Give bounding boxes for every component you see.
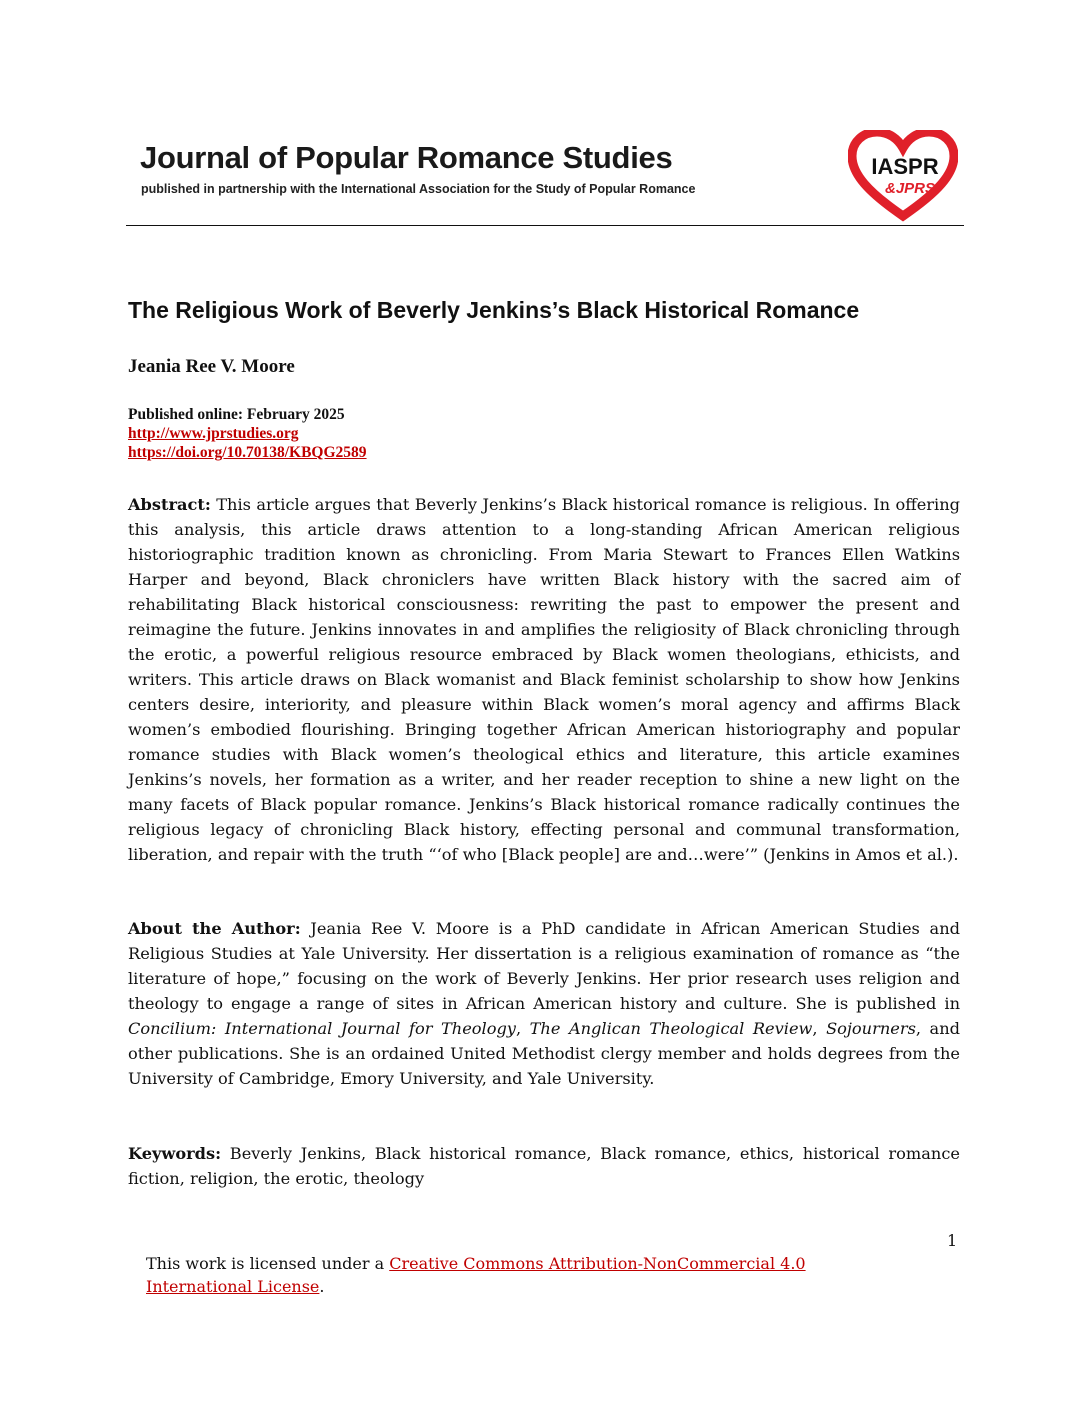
abstract-label: Abstract: [128, 495, 211, 514]
license-link[interactable]: Creative Commons Attribution-NonCommercial 4.0 International License [146, 1254, 806, 1296]
about-author-text-2: , and other publications. She is an ordained United Methodist clergy member and holds degrees from the University of Cambridge, Emory University, and Yale University. [128, 1019, 960, 1088]
published-date: Published online: February 2025 [128, 406, 345, 423]
publication-concilium: Concilium: International Journal for Theology [128, 1019, 516, 1038]
license-prefix: This work is licensed under a [146, 1254, 390, 1273]
page-number: 1 [947, 1231, 958, 1250]
license-notice [146, 1252, 846, 1298]
article-author: Jeania Ree V. Moore [128, 356, 295, 377]
publication-info [128, 405, 367, 462]
logo-text-jprs: &JPRS [884, 180, 936, 197]
logo-text-iaspr: IASPR [871, 154, 939, 179]
about-author-paragraph [128, 916, 960, 1091]
journal-title: Journal of Popular Romance Studies [140, 140, 673, 175]
abstract-paragraph [128, 492, 960, 867]
about-author-text-1: Jeania Ree V. Moore is a PhD candidate in African American Studies and Religious Studies at Yale University. Her dissertation is a religious examination of romance as “the literature of hope,” focusing on the work of Beverly Jenkins. Her prior research uses religion and theology to engage a range of sites in African American history and culture. She is published in [128, 919, 960, 1013]
heart-logo-icon [848, 130, 958, 222]
doi-link[interactable]: https://doi.org/10.70138/KBQG2589 [128, 444, 367, 461]
publication-sojourners: Sojourners [826, 1019, 916, 1038]
abstract-text: This article argues that Beverly Jenkins’s Black historical romance is religious. In offering this analysis, this article draws attention to a long-standing African American religious historiographic tradition known as chronicling. From Maria Stewart to Frances Ellen Watkins Harper and beyond, Black chroniclers have written Black history with the sacred aim of rehabilitating Black historical consciousness: rewriting the past to empower the present and reimagine the future. Jenkins innovates in and amplifies the religiosity of Black chronicling through the erotic, a powerful religious resource embraced by Black women theologians, ethicists, and writers. This article draws on Black womanist and Black feminist scholarship to show how Jenkins centers desire, interiority, and pleasure within Black women’s moral agency and affirms Black women’s embodied flourishing. Bringing together African American historiography and popular romance studies with Black women’s theological ethics and literature, this article examines Jenkins’s novels, her formation as a writer, and her reader reception to shine a new light on the many facets of Black popular romance. Jenkins’s Black historical romance radically continues the religious legacy of chronicling Black history, effecting personal and communal transformation, liberation, and repair with the truth “‘of who [Black people] are and…were’” (Jenkins in Amos et al.). [128, 495, 960, 864]
separator: , [812, 1019, 827, 1038]
publication-anglican-review: The Anglican Theological Review [529, 1019, 813, 1038]
header-rule [126, 225, 964, 226]
keywords-text: Beverly Jenkins, Black historical romance, Black romance, ethics, historical romance fiction, religion, the erotic, theology [128, 1144, 960, 1188]
keywords-paragraph [128, 1141, 960, 1191]
license-suffix: . [319, 1277, 325, 1296]
journal-masthead [126, 138, 964, 228]
about-author-label: About the Author: [128, 919, 301, 938]
keywords-label: Keywords: [128, 1144, 222, 1163]
article-title: The Religious Work of Beverly Jenkins’s Black Historical Romance [128, 297, 860, 323]
separator: , [515, 1019, 530, 1038]
journal-url-link[interactable]: http://www.jprstudies.org [128, 425, 299, 442]
journal-subtitle: published in partnership with the International Association for the Study of Popular Romance [141, 182, 696, 196]
